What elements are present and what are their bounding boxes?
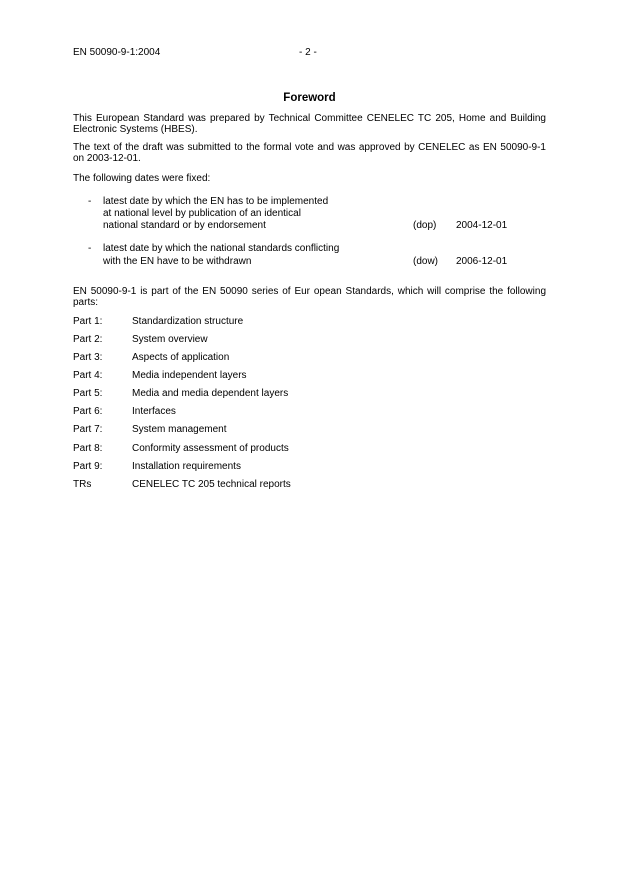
- part-title: Installation requirements: [132, 461, 241, 472]
- date-item-abbr: (dop): [413, 220, 437, 231]
- part-label: Part 4:: [73, 370, 103, 381]
- date-item-text-line: national standard or by endorsement: [103, 220, 266, 231]
- date-item-text-line: latest date by which the EN has to be implemented: [103, 196, 329, 207]
- date-item-date: 2006-12-01: [456, 256, 508, 267]
- part-label: Part 6:: [73, 406, 103, 417]
- header-doc-id: EN 50090-9-1:2004: [73, 47, 161, 58]
- foreword-title: Foreword: [283, 92, 336, 104]
- foreword-paragraph-4: EN 50090-9-1 is part of the EN 50090 series of Eur opean Standards, which will comprise the following parts:: [73, 286, 546, 308]
- part-title: Media independent layers: [132, 370, 247, 381]
- foreword-paragraph-2: The text of the draft was submitted to the formal vote and was approved by CENELEC as EN 50090-9-1 on 2003-12-01.: [73, 142, 546, 164]
- part-label: Part 8:: [73, 443, 103, 454]
- part-title: Standardization structure: [132, 316, 244, 327]
- part-label: TRs: [73, 479, 92, 490]
- part-label: Part 1:: [73, 316, 103, 327]
- part-label: Part 7:: [73, 424, 103, 435]
- part-label: Part 2:: [73, 334, 103, 345]
- date-item-abbr: (dow): [413, 256, 439, 267]
- date-item-text-line: with the EN have to be withdrawn: [103, 256, 252, 267]
- part-title: CENELEC TC 205 technical reports: [132, 479, 291, 490]
- part-title: Media and media dependent layers: [132, 388, 289, 399]
- date-item-text-line: at national level by publication of an identical: [103, 208, 301, 219]
- part-title: Aspects of application: [132, 352, 230, 363]
- date-item-dash: -: [88, 243, 92, 254]
- foreword-paragraph-1: This European Standard was prepared by Technical Committee CENELEC TC 205, Home and Building Electronic Systems (HBES).: [73, 113, 546, 135]
- date-item-text-line: latest date by which the national standards conflicting: [103, 243, 340, 254]
- part-title: System management: [132, 424, 227, 435]
- date-item-date: 2004-12-01: [456, 220, 508, 231]
- part-title: System overview: [132, 334, 208, 345]
- foreword-paragraph-3: The following dates were fixed:: [73, 173, 211, 184]
- part-label: Part 5:: [73, 388, 103, 399]
- part-label: Part 3:: [73, 352, 103, 363]
- header-page-number: - 2 -: [299, 47, 317, 58]
- part-label: Part 9:: [73, 461, 103, 472]
- part-title: Interfaces: [132, 406, 176, 417]
- part-title: Conformity assessment of products: [132, 443, 289, 454]
- date-item-dash: -: [88, 196, 92, 207]
